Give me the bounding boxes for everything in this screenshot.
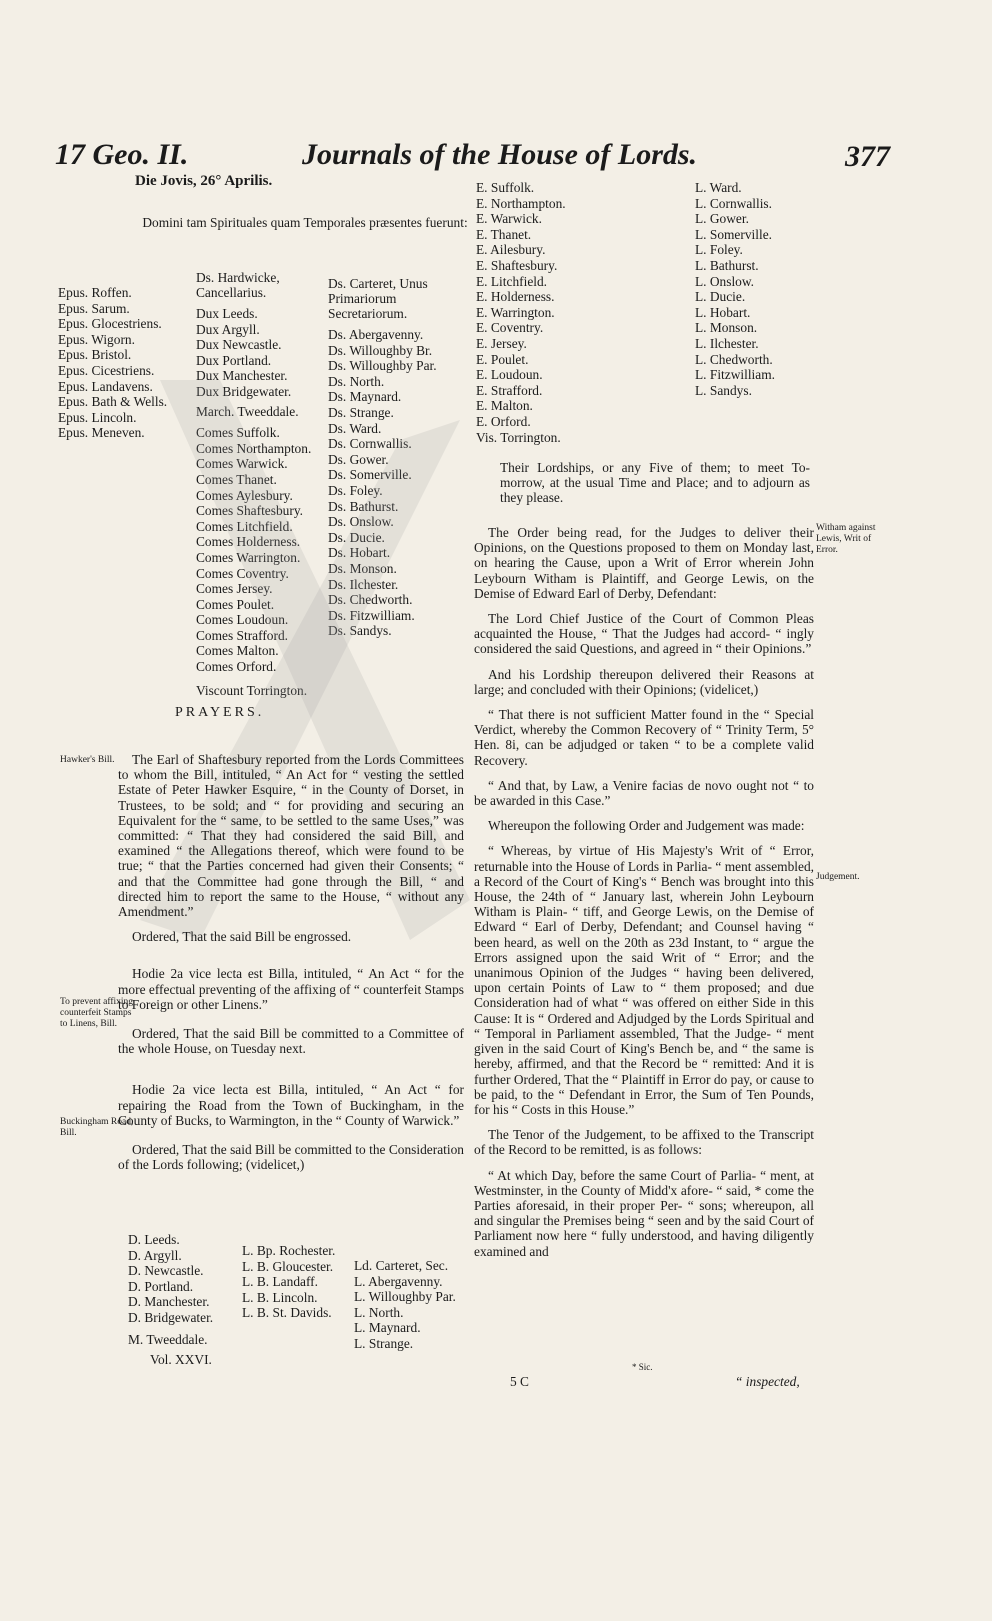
lord-entry: Comes Malton. — [196, 643, 279, 659]
bishop-entry: Epus. Lincoln. — [58, 409, 137, 425]
lord-entry: Viscount Torrington. — [196, 682, 308, 698]
earl-entry: E. Suffolk. — [476, 180, 535, 195]
order-paragraph: Ordered, That the said Bill be engrossed. — [132, 929, 352, 945]
chief-justice-paragraph: The Lord Chief Justice of the Court of Common Pleas acquainted the House, “ That the Judges had accord- “ ingly considered the said Questions, and agreed in “ their Opinions.” — [474, 611, 814, 657]
bishop-entry: Epus. Roffen. — [58, 285, 132, 300]
lord-entry: Comes Northampton. — [196, 440, 312, 456]
bishop-entry: Epus. Cicestriens. — [58, 362, 155, 378]
margin-note-hawker: Hawker's Bill. — [60, 755, 115, 765]
temporal-lords-list — [196, 270, 326, 698]
bishop-entry: Epus. Bristol. — [58, 347, 132, 363]
lord-entry: L. Fitzwilliam. — [695, 367, 775, 383]
lord-entry: Ds. North. — [328, 373, 385, 389]
committee-entry: L. Maynard. — [354, 1320, 421, 1336]
lord-entry: L. Ilchester. — [695, 335, 759, 351]
lord-entry: L. Cornwallis. — [695, 195, 772, 211]
earl-entry: E. Northampton. — [476, 195, 566, 211]
committee-entry: D. Bridgewater. — [128, 1309, 214, 1325]
prayers-heading: PRAYERS. — [175, 705, 265, 720]
committee-entry: D. Newcastle. — [128, 1263, 204, 1279]
lord-entry: L. Ducie. — [695, 289, 746, 305]
committee-list-bishops — [242, 1243, 352, 1321]
lord-entry: Dux Argyll. — [196, 321, 260, 337]
tenor-paragraph: The Tenor of the Judgement, to be affixed to the Transcript of the Record to be remitted, is as follows: — [474, 1127, 814, 1158]
page-number: 377 — [845, 140, 890, 173]
barons-list — [328, 276, 468, 639]
committee-entry: Ld. Carteret, Sec. — [354, 1258, 449, 1273]
committee-entry: L. Bp. Rochester. — [242, 1243, 336, 1258]
earl-entry: E. Thanet. — [476, 226, 532, 242]
judgement-intro: Whereupon the following Order and Judgement was made: — [488, 818, 805, 834]
reading-paragraph: Hodie 2a vice lecta est Billa, intituled, “ An Act “ for the more effectual preventing of the affixing of “ counterfeit Stamps to Foreign or other Linens.” — [118, 966, 464, 1012]
committee-entry: D. Portland. — [128, 1278, 194, 1294]
lord-entry: Ds. Cornwallis. — [328, 436, 412, 452]
lord-entry: Dux Leeds. — [196, 306, 258, 321]
lord-entry: Ds. Carteret, Unus Primariorum Secretariorum. — [328, 276, 428, 321]
tenor-text: “ At which Day, before the same Court of Parlia- “ ment, at Westminster, in the County of Midd'x afore- “ said, * come the Parties aforesaid, in their proper Per- “ sons; whereupon, all and singular the Premises being “ seen and by the said Court of Parliament now here “ fully understood, and having diligently examined and — [474, 1167, 814, 1259]
order-paragraph: Ordered, That the said Bill be committed to a Committee of the whole House, on Tuesday next. — [118, 1026, 464, 1057]
lord-entry: Comes Coventry. — [196, 565, 289, 581]
earl-entry: E. Strafford. — [476, 382, 543, 398]
lord-entry: Comes Jersey. — [196, 581, 273, 597]
lord-entry: Ds. Somerville. — [328, 467, 412, 483]
reasons-paragraph: And his Lordship thereupon delivered their Reasons at large; and concluded with their Opinions; (videlicet,) — [474, 666, 814, 697]
earl-entry: E. Warrington. — [476, 304, 555, 320]
lord-entry: L. Monson. — [695, 320, 758, 336]
lord-entry: Dux Newcastle. — [196, 337, 282, 353]
earl-entry: E. Malton. — [476, 398, 533, 414]
judgement-paragraph: “ Whereas, by virtue of His Majesty's Writ of “ Error, returnable into the House of Lords in Parlia- “ ment assembled, a Record of the Court of King's “ Bench was brought into this House, the 24th of “ January last, wherein John Leybourn Witham is Plain- “ tiff, and George Lewis, on the Demise of Edward “ Earl of Derby, Defendant; and Counsel having “ been heard, as well on the 20th as 23d Instant, to “ argue the Errors assigned upon the said Writ of “ Error; and the unanimous Opinion of the Judges “ having been delivered, upon certain Points of Law to “ them proposed; and due Consideration had of what “ was offered on either Side in this Cause: It is “ Ordered and Adjudged by the Lords Spiritual and “ Temporal in Parliament assembled, That the Judge- “ ment given in the said Court of King's Bench be, and “ the same is hereby, affirmed, and that the Record be “ remitted: And it is further Ordered, That the “ Plaintiff in Error do pay, or cause to be paid, to the “ Defendant in Error, the Sum of Ten Pounds, for his “ Costs in this House.” — [474, 843, 814, 1117]
bishop-entry: Epus. Bath & Wells. — [58, 394, 168, 410]
regnal-year: 17 Geo. II. — [55, 138, 189, 171]
lord-entry: Ds. Onslow. — [328, 514, 394, 530]
committee-entry: L. Strange. — [354, 1335, 414, 1351]
lord-entry: Ds. Gower. — [328, 451, 389, 467]
lord-entry: Ds. Hobart. — [328, 545, 391, 561]
bishop-entry: Epus. Meneven. — [58, 425, 145, 441]
earl-entry: E. Coventry. — [476, 320, 544, 336]
lord-entry: Comes Aylesbury. — [196, 487, 293, 503]
opinion-paragraph: “ And that, by Law, a Venire facias de novo ought not “ to be awarded in this Case.” — [474, 777, 814, 809]
volume-number: Vol. XXVI. — [150, 1352, 212, 1367]
journal-title: Journals of the House of Lords. — [302, 138, 698, 171]
margin-note-witham: Witham against Lewis, Writ of Error. — [816, 523, 876, 555]
lord-entry: Comes Litchfield. — [196, 518, 293, 534]
lord-entry: Dux Bridgewater. — [196, 383, 292, 399]
sic-footnote: * Sic. — [632, 1362, 653, 1372]
earls-list — [476, 180, 606, 445]
right-text-column — [474, 525, 814, 1261]
committee-entry: D. Leeds. — [128, 1232, 180, 1247]
order-paragraph: The Order being read, for the Judges to deliver their Opinions, on the Questions proposed to them on Monday last, on hearing the Cause, upon a Writ of Error wherein John Leybourn Witham is Plaintiff, and George Lewis, on the Demise of Edward Earl of Derby, Defendant: — [474, 525, 814, 601]
bishops-list — [58, 285, 198, 441]
lord-entry: Comes Poulet. — [196, 596, 275, 612]
committee-entry: L. B. St. Davids. — [242, 1305, 332, 1321]
committee-entry: L. North. — [354, 1304, 404, 1320]
margin-note-bucks: Buckingham Road, Bill. — [60, 1117, 134, 1138]
earl-entry: E. Poulet. — [476, 351, 529, 367]
lord-entry: Comes Warwick. — [196, 456, 288, 472]
lord-entry: Ds. Fitzwilliam. — [328, 607, 415, 623]
lord-entry: Ds. Ducie. — [328, 529, 385, 545]
signature-mark: 5 C — [510, 1374, 529, 1389]
lord-entry: Comes Strafford. — [196, 627, 288, 643]
lord-entry: Ds. Monson. — [328, 560, 397, 576]
earl-entry: E. Loudoun. — [476, 367, 543, 383]
lord-entry: Dux Manchester. — [196, 368, 288, 384]
lord-entry: L. Ward. — [695, 180, 742, 195]
lord-entry: Ds. Maynard. — [328, 389, 402, 405]
present-heading: Domini tam Spirituales quam Temporales præsentes fuerunt: — [142, 215, 468, 230]
lord-entry: Comes Shaftesbury. — [196, 503, 303, 519]
margin-note-stamps: To prevent affixing counterfeit Stamps to Linens, Bill. — [60, 997, 134, 1029]
bishop-entry: Epus. Wigorn. — [58, 331, 135, 347]
earl-entry: E. Orford. — [476, 413, 531, 429]
committee-entry: L. Willoughby Par. — [354, 1289, 456, 1305]
committee-entry: L. Abergavenny. — [354, 1273, 443, 1289]
lord-entry: L. Foley. — [695, 242, 743, 258]
earl-entry: E. Shaftesbury. — [476, 257, 558, 273]
lord-entry: L. Sandys. — [695, 382, 752, 398]
committee-list-dukes — [128, 1232, 238, 1347]
lord-entry: L. Onslow. — [695, 273, 755, 289]
lord-entry: Comes Warrington. — [196, 549, 301, 565]
opinion-paragraph: “ That there is not sufficient Matter found in the “ Special Verdict, whereby the Common Recovery of “ Trinity Term, 5° Hen. 8i, can be adjudged or taken “ to be a complete valid Recovery. — [474, 707, 814, 768]
committee-list-lords — [354, 1258, 474, 1352]
catchword: “ inspected, — [735, 1374, 800, 1389]
report-paragraph: The Earl of Shaftesbury reported from the Lords Committees to whom the Bill, intituled, “ An Act for “ vesting the settled Estate of Peter Hawker Esquire, “ in the County of Dorset, in Trustees, to be sold; and “ for providing and securing an Equivalent for the “ same, to be settled to the same Uses,” was committed: “ That they had considered the said Bill, and examined “ the Allegations thereof, which were found to be true; “ that the Parties concerned had given their Consents; “ and that the Committee had gone through the Bill, “ and directed him to report the same to the House, “ without any Amendment.” — [118, 752, 464, 920]
reading-paragraph: Hodie 2a vice lecta est Billa, intituled, “ An Act “ for repairing the Road from the Town of Buckingham, in the County of Bucks, to Warmington, in the “ County of Warwick.” — [118, 1082, 464, 1128]
lordships-paragraph: Their Lordships, or any Five of them; to meet To-morrow, at the usual Time and Place; and to adjourn as they please. — [500, 460, 810, 506]
margin-note-judgement: Judgement. — [816, 872, 860, 882]
lord-entry: Ds. Ilchester. — [328, 576, 399, 592]
bishop-entry: Epus. Sarum. — [58, 300, 130, 316]
committee-entry: D. Manchester. — [128, 1294, 210, 1310]
committee-entry: L. B. Lincoln. — [242, 1289, 318, 1305]
lord-entry: Ds. Bathurst. — [328, 498, 399, 514]
lord-entry: Comes Thanet. — [196, 471, 277, 487]
lord-entry: Ds. Strange. — [328, 404, 394, 420]
lord-entry: L. Hobart. — [695, 304, 751, 320]
lord-entry: Dux Portland. — [196, 352, 272, 368]
earl-entry: E. Jersey. — [476, 335, 527, 351]
earl-entry: Vis. Torrington. — [476, 429, 561, 445]
lord-entry: Ds. Sandys. — [328, 623, 392, 639]
lord-entry: Ds. Foley. — [328, 482, 383, 498]
committee-entry: L. B. Landaff. — [242, 1274, 318, 1290]
lord-entry: Ds. Chedworth. — [328, 592, 413, 608]
lord-entry: Ds. Willoughby Br. — [328, 342, 433, 358]
committee-entry: L. B. Gloucester. — [242, 1258, 334, 1274]
bishop-entry: Epus. Glocestriens. — [58, 316, 162, 332]
lord-entry: Comes Loudoun. — [196, 612, 289, 628]
earl-entry: E. Litchfield. — [476, 273, 548, 289]
lord-entry: L. Bathurst. — [695, 257, 759, 273]
lords-list — [695, 180, 815, 398]
lord-entry: Comes Holderness. — [196, 534, 301, 550]
lord-entry: Comes Suffolk. — [196, 425, 280, 441]
lord-entry: Comes Orford. — [196, 659, 277, 675]
lord-entry: Ds. Hardwicke, Cancellarius. — [196, 270, 280, 300]
left-text-column — [118, 752, 464, 1182]
lord-entry: Ds. Ward. — [328, 420, 382, 436]
lord-entry: Ds. Willoughby Par. — [328, 358, 437, 374]
earl-entry: E. Holderness. — [476, 289, 555, 305]
lord-entry: March. Tweeddale. — [196, 403, 299, 419]
date-line: Die Jovis, 26° Aprilis. — [135, 173, 273, 189]
lord-entry: L. Chedworth. — [695, 351, 773, 367]
committee-entry: D. Argyll. — [128, 1247, 182, 1263]
earl-entry: E. Ailesbury. — [476, 242, 546, 258]
lord-entry: L. Gower. — [695, 211, 749, 227]
lord-entry: Ds. Abergavenny. — [328, 327, 424, 342]
bishop-entry: Epus. Landavens. — [58, 378, 153, 394]
committee-entry: M. Tweeddale. — [128, 1331, 208, 1347]
lord-entry: L. Somerville. — [695, 226, 772, 242]
earl-entry: E. Warwick. — [476, 211, 542, 227]
order-paragraph: Ordered, That the said Bill be committed to the Consideration of the Lords following; (videlicet,) — [118, 1142, 464, 1173]
